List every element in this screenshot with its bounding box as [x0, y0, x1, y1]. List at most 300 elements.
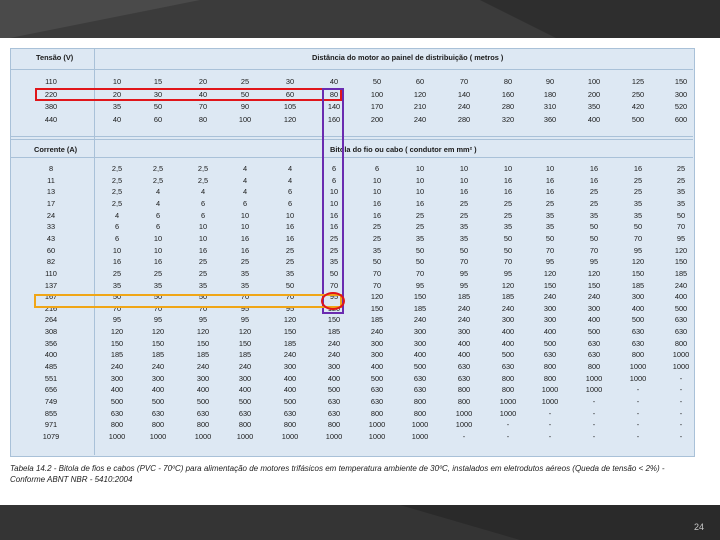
distance-cell: 70 — [459, 77, 469, 86]
gauge-cell: 500 — [110, 397, 124, 406]
gauge-cell: 95 — [240, 315, 250, 325]
current-cell: 8 — [48, 164, 54, 173]
gauge-cell: 25 — [112, 268, 122, 278]
gauge-cell: 300 — [413, 338, 427, 348]
gauge-cell: - — [679, 420, 683, 430]
gauge-cell: 70 — [545, 245, 555, 255]
gauge-cell: 4 — [155, 198, 161, 208]
gauge-cell: 1000 — [541, 385, 559, 395]
gauge-cell: 95 — [633, 245, 643, 255]
distance-cell: 70 — [198, 102, 208, 111]
gauge-cell: 1000 — [585, 373, 603, 383]
gauge-cell: 10 — [459, 175, 469, 185]
gauge-cell: 1000 — [325, 431, 343, 441]
highlight-result-circle — [321, 292, 345, 310]
gauge-cell: 630 — [457, 362, 471, 372]
gauge-cell: 70 — [153, 303, 163, 313]
gauge-cell: 4 — [287, 164, 293, 173]
gauge-cell: 70 — [415, 268, 425, 278]
distance-cell: 310 — [543, 102, 557, 111]
gauge-cell: 35 — [545, 222, 555, 232]
current-cell: 43 — [46, 233, 56, 243]
distance-cell: 60 — [415, 77, 425, 86]
gauge-cell: 1000 — [672, 362, 690, 372]
distance-cell: 90 — [240, 102, 250, 111]
gauge-cell: 800 — [238, 420, 252, 430]
gauge-cell: 1000 — [194, 431, 212, 441]
gauge-cell: 800 — [151, 420, 165, 430]
highlight-220v-row — [35, 88, 342, 101]
distance-cell: 50 — [240, 89, 250, 99]
gauge-cell: 400 — [370, 362, 384, 372]
gauge-cell: 10 — [459, 164, 469, 173]
distance-cell: 15 — [153, 77, 163, 86]
gauge-cell: 50 — [285, 280, 295, 290]
gauge-cell: 630 — [413, 373, 427, 383]
distance-cell: 520 — [674, 102, 688, 111]
gauge-cell: 2,5 — [197, 164, 209, 173]
gauge-cell: 95 — [676, 233, 686, 243]
voltage-cell: 380 — [44, 102, 58, 111]
gauge-cell: 150 — [631, 268, 645, 278]
gauge-cell: 70 — [459, 257, 469, 267]
gauge-header: Bitola do fio ou cabo ( condutor em mm² ) — [330, 145, 477, 154]
gauge-cell: 800 — [283, 420, 297, 430]
gauge-cell: 240 — [674, 280, 688, 290]
gauge-cell: 800 — [370, 408, 384, 418]
current-cell: 33 — [46, 222, 56, 232]
gauge-cell: 120 — [110, 327, 124, 337]
distance-cell: 50 — [372, 77, 382, 86]
gauge-cell: 25 — [633, 187, 643, 197]
distance-cell: 360 — [543, 114, 557, 124]
gauge-cell: 10 — [240, 210, 250, 220]
gauge-cell: 35 — [240, 268, 250, 278]
gauge-cell: 70 — [112, 303, 122, 313]
gauge-cell: 50 — [545, 233, 555, 243]
gauge-cell: 50 — [503, 245, 513, 255]
gauge-cell: 35 — [415, 233, 425, 243]
gauge-cell: 35 — [153, 280, 163, 290]
gauge-cell: 300 — [501, 315, 515, 325]
distance-cell: 35 — [112, 102, 122, 111]
distance-cell: 80 — [329, 89, 339, 99]
distance-cell: 250 — [631, 89, 645, 99]
gauge-cell: 6 — [242, 198, 248, 208]
gauge-cell: 2,5 — [111, 175, 123, 185]
distance-cell: 100 — [587, 77, 601, 86]
gauge-cell: 630 — [327, 408, 341, 418]
current-cell: 308 — [44, 327, 58, 337]
gauge-cell: 120 — [238, 327, 252, 337]
gauge-cell: 50 — [589, 222, 599, 232]
gauge-cell: 120 — [501, 280, 515, 290]
gauge-cell: 16 — [589, 164, 599, 173]
distance-cell: 10 — [112, 77, 122, 86]
gauge-cell: 500 — [370, 373, 384, 383]
voltage-header: Tensão (V) — [36, 53, 74, 62]
gauge-cell: - — [548, 408, 552, 418]
gauge-cell: 16 — [545, 175, 555, 185]
table-caption: Tabela 14.2 - Bitola de fios e cabos (PVC - 70ºC) para alimentação de motores trifásicos em temperatura ambiente de 30ºC, instalados em eletrodutos aéreos (Queda de tensão < 2%) - Conforme ABNT NBR - 5410:2004 — [10, 464, 665, 484]
current-cell: 216 — [44, 303, 58, 313]
gauge-cell: 35 — [676, 198, 686, 208]
gauge-cell: 185 — [327, 327, 341, 337]
gauge-cell: 95 — [153, 315, 163, 325]
gauge-cell: 630 — [110, 408, 124, 418]
current-cell: 356 — [44, 338, 58, 348]
gauge-cell: 70 — [285, 292, 295, 302]
grid-hline — [10, 139, 693, 140]
gauge-cell: 10 — [545, 164, 555, 173]
gauge-cell: 95 — [503, 268, 513, 278]
gauge-cell: - — [636, 431, 640, 441]
gauge-cell: 6 — [287, 198, 293, 208]
gauge-cell: 25 — [676, 175, 686, 185]
gauge-cell: 500 — [196, 397, 210, 406]
gauge-cell: 630 — [196, 408, 210, 418]
gauge-cell: 185 — [370, 315, 384, 325]
gauge-cell: 1000 — [368, 431, 386, 441]
distance-cell: 50 — [153, 102, 163, 111]
gauge-cell: 1000 — [629, 362, 647, 372]
gauge-cell: 4 — [155, 187, 161, 197]
distance-cell: 170 — [370, 102, 384, 111]
current-cell: 400 — [44, 350, 58, 360]
gauge-cell: 25 — [372, 233, 382, 243]
gauge-cell: 95 — [112, 315, 122, 325]
voltage-cell: 110 — [45, 77, 57, 86]
gauge-cell: 800 — [413, 408, 427, 418]
gauge-cell: 800 — [587, 362, 601, 372]
gauge-cell: 400 — [238, 385, 252, 395]
gauge-cell: 630 — [587, 338, 601, 348]
gauge-cell: 1000 — [455, 420, 473, 430]
gauge-cell: 2,5 — [197, 175, 209, 185]
gauge-cell: 400 — [457, 338, 471, 348]
gauge-cell: 10 — [415, 187, 425, 197]
gauge-cell: 6 — [200, 210, 206, 220]
gauge-cell: 95 — [545, 257, 555, 267]
distance-cell: 320 — [501, 114, 515, 124]
gauge-cell: - — [679, 431, 683, 441]
gauge-cell: 4 — [200, 187, 206, 197]
gauge-cell: 50 — [415, 257, 425, 267]
distance-cell: 140 — [457, 89, 471, 99]
gauge-cell: 300 — [413, 327, 427, 337]
gauge-cell: 16 — [633, 164, 643, 173]
grid-hline — [10, 136, 693, 137]
distance-cell: 420 — [631, 102, 645, 111]
gauge-cell: 95 — [459, 280, 469, 290]
gauge-cell: 240 — [457, 303, 471, 313]
gauge-cell: 6 — [331, 164, 337, 173]
gauge-cell: 500 — [631, 315, 645, 325]
gauge-cell: 400 — [501, 338, 515, 348]
gauge-cell: 630 — [370, 397, 384, 406]
gauge-cell: 240 — [283, 350, 297, 360]
gauge-cell: 50 — [329, 268, 339, 278]
current-cell: 11 — [47, 175, 55, 185]
gauge-cell: 300 — [370, 350, 384, 360]
current-cell: 24 — [46, 210, 56, 220]
distance-cell: 180 — [543, 89, 557, 99]
gauge-cell: 25 — [676, 164, 686, 173]
gauge-cell: 800 — [631, 350, 645, 360]
gauge-cell: 185 — [110, 350, 124, 360]
gauge-cell: 16 — [112, 257, 122, 267]
gauge-cell: 500 — [587, 327, 601, 337]
gauge-cell: 50 — [459, 245, 469, 255]
gauge-cell: 120 — [674, 245, 688, 255]
distance-cell: 40 — [198, 89, 208, 99]
gauge-cell: - — [506, 420, 510, 430]
gauge-cell: 25 — [545, 198, 555, 208]
current-header: Corrente (A) — [34, 145, 78, 154]
current-cell: 749 — [44, 397, 58, 406]
gauge-cell: 300 — [238, 373, 252, 383]
gauge-cell: 800 — [327, 420, 341, 430]
gauge-cell: 400 — [283, 385, 297, 395]
gauge-cell: - — [548, 431, 552, 441]
gauge-cell: 500 — [543, 338, 557, 348]
gauge-cell: 25 — [503, 210, 513, 220]
gauge-cell: 800 — [543, 362, 557, 372]
gauge-cell: 800 — [674, 338, 688, 348]
gauge-cell: 70 — [503, 257, 513, 267]
gauge-cell: 240 — [196, 362, 210, 372]
gauge-cell: 300 — [457, 327, 471, 337]
gauge-cell: 185 — [631, 280, 645, 290]
gauge-cell: 95 — [285, 303, 295, 313]
gauge-cell: 50 — [503, 233, 513, 243]
gauge-cell: 240 — [543, 292, 557, 302]
gauge-cell: 630 — [283, 408, 297, 418]
gauge-cell: 25 — [372, 222, 382, 232]
gauge-cell: 70 — [676, 222, 686, 232]
gauge-cell: 95 — [329, 292, 339, 302]
gauge-cell: 240 — [370, 327, 384, 337]
distance-cell: 25 — [240, 77, 250, 86]
gauge-cell: 300 — [543, 303, 557, 313]
gauge-cell: 185 — [238, 350, 252, 360]
gauge-cell: 10 — [372, 175, 382, 185]
gauge-cell: 95 — [589, 257, 599, 267]
gauge-cell: 50 — [372, 257, 382, 267]
gauge-cell: 16 — [285, 222, 295, 232]
gauge-cell: 25 — [240, 257, 250, 267]
gauge-cell: 70 — [372, 280, 382, 290]
gauge-cell: 300 — [631, 292, 645, 302]
gauge-cell: 95 — [459, 268, 469, 278]
gauge-cell: - — [679, 397, 683, 406]
gauge-cell: - — [679, 373, 683, 383]
gauge-cell: 16 — [285, 233, 295, 243]
gauge-cell: 25 — [198, 257, 208, 267]
current-cell: 13 — [46, 187, 56, 197]
distance-cell: 400 — [587, 114, 601, 124]
gauge-cell: 800 — [457, 397, 471, 406]
gauge-cell: 300 — [151, 373, 165, 383]
distance-cell: 210 — [413, 102, 427, 111]
gauge-cell: 6 — [200, 198, 206, 208]
gauge-cell: 35 — [198, 280, 208, 290]
gauge-cell: 400 — [543, 327, 557, 337]
gauge-cell: 400 — [110, 385, 124, 395]
distance-cell: 300 — [674, 89, 688, 99]
current-cell: 855 — [44, 408, 58, 418]
gauge-cell: 400 — [674, 292, 688, 302]
gauge-cell: 4 — [287, 175, 293, 185]
gauge-cell: 50 — [415, 245, 425, 255]
distance-cell: 80 — [198, 114, 208, 124]
gauge-cell: - — [636, 385, 640, 395]
gauge-cell: 70 — [240, 292, 250, 302]
distance-cell: 30 — [153, 89, 163, 99]
distance-cell: 240 — [457, 102, 471, 111]
distance-cell: 100 — [238, 114, 252, 124]
gauge-cell: 400 — [457, 350, 471, 360]
gauge-cell: 2,5 — [152, 164, 164, 173]
gauge-cell: - — [636, 420, 640, 430]
gauge-cell: 185 — [674, 268, 688, 278]
gauge-cell: 25 — [198, 268, 208, 278]
distance-cell: 100 — [370, 89, 384, 99]
gauge-cell: 630 — [370, 385, 384, 395]
distance-cell: 200 — [370, 114, 384, 124]
distance-cell: 240 — [413, 114, 427, 124]
gauge-cell: 500 — [501, 350, 515, 360]
gauge-cell: 2,5 — [111, 198, 123, 208]
gauge-cell: 50 — [112, 292, 122, 302]
gauge-cell: 120 — [283, 315, 297, 325]
gauge-cell: 630 — [413, 385, 427, 395]
gauge-cell: 1000 — [411, 431, 429, 441]
gauge-cell: 25 — [459, 198, 469, 208]
gauge-cell: - — [679, 408, 683, 418]
gauge-cell: 150 — [587, 280, 601, 290]
gauge-cell: 10 — [240, 222, 250, 232]
gauge-cell: - — [636, 397, 640, 406]
gauge-cell: 800 — [110, 420, 124, 430]
gauge-cell: 25 — [503, 198, 513, 208]
gauge-cell: 630 — [674, 327, 688, 337]
gauge-cell: 35 — [372, 245, 382, 255]
gauge-cell: 630 — [151, 408, 165, 418]
distance-cell: 125 — [631, 77, 645, 86]
gauge-cell: 240 — [413, 315, 427, 325]
gauge-cell: 4 — [242, 187, 248, 197]
current-cell: 110 — [45, 268, 57, 278]
voltage-cell: 220 — [44, 89, 58, 99]
gauge-cell: 1000 — [499, 397, 517, 406]
gauge-cell: 240 — [110, 362, 124, 372]
gauge-cell: - — [636, 408, 640, 418]
gauge-cell: 10 — [415, 164, 425, 173]
distance-cell: 350 — [587, 102, 601, 111]
gauge-cell: 10 — [153, 245, 163, 255]
gauge-cell: 800 — [457, 385, 471, 395]
gauge-cell: 630 — [674, 315, 688, 325]
gauge-cell: 25 — [459, 210, 469, 220]
gauge-cell: 4 — [114, 210, 120, 220]
gauge-cell: 500 — [413, 362, 427, 372]
gauge-cell: 10 — [198, 222, 208, 232]
distance-cell: 30 — [285, 77, 295, 86]
gauge-cell: 800 — [501, 385, 515, 395]
current-cell: 264 — [44, 315, 58, 325]
distance-cell: 280 — [457, 114, 471, 124]
gauge-cell: - — [462, 431, 466, 441]
gauge-cell: 35 — [240, 280, 250, 290]
gauge-cell: 150 — [151, 338, 165, 348]
current-cell: 17 — [46, 198, 56, 208]
gauge-cell: 35 — [503, 222, 513, 232]
grid-hline — [10, 157, 693, 158]
gauge-cell: 16 — [459, 187, 469, 197]
gauge-cell: 10 — [285, 210, 295, 220]
distance-header: Distância do motor ao painel de distribuição ( metros ) — [312, 53, 504, 62]
gauge-cell: 630 — [543, 350, 557, 360]
gauge-cell: 300 — [196, 373, 210, 383]
gauge-cell: 1000 — [585, 385, 603, 395]
gauge-cell: 25 — [329, 245, 339, 255]
current-cell: 1079 — [42, 431, 60, 441]
gauge-cell: 400 — [631, 303, 645, 313]
gauge-cell: 150 — [674, 257, 688, 267]
page-number: 24 — [693, 522, 704, 532]
gauge-cell: 35 — [676, 187, 686, 197]
gauge-cell: 50 — [676, 210, 686, 220]
gauge-cell: 95 — [198, 315, 208, 325]
gauge-cell: 6 — [374, 164, 380, 173]
gauge-cell: 400 — [151, 385, 165, 395]
gauge-cell: 16 — [589, 175, 599, 185]
gauge-cell: 4 — [242, 164, 248, 173]
gauge-cell: 400 — [196, 385, 210, 395]
gauge-cell: 70 — [589, 245, 599, 255]
gauge-cell: 10 — [372, 187, 382, 197]
gauge-cell: - — [592, 420, 596, 430]
gauge-cell: 16 — [198, 245, 208, 255]
distance-cell: 160 — [327, 114, 341, 124]
gauge-cell: 50 — [153, 292, 163, 302]
gauge-cell: - — [679, 385, 683, 395]
gauge-cell: 25 — [153, 268, 163, 278]
distance-cell: 105 — [283, 102, 297, 111]
gauge-cell: 25 — [285, 245, 295, 255]
gauge-cell: 240 — [587, 292, 601, 302]
distance-cell: 40 — [112, 114, 122, 124]
gauge-cell: 120 — [543, 268, 557, 278]
gauge-cell: 300 — [110, 373, 124, 383]
gauge-cell: 120 — [370, 292, 384, 302]
gauge-cell: 6 — [114, 222, 120, 232]
gauge-cell: 35 — [112, 280, 122, 290]
gauge-cell: 1000 — [499, 408, 517, 418]
gauge-cell: 6 — [155, 222, 161, 232]
gauge-cell: 6 — [287, 187, 293, 197]
gauge-cell: 16 — [240, 245, 250, 255]
gauge-cell: 400 — [587, 315, 601, 325]
current-cell: 60 — [46, 245, 56, 255]
gauge-cell: 400 — [413, 350, 427, 360]
distance-cell: 200 — [587, 89, 601, 99]
gauge-cell: 16 — [503, 187, 513, 197]
gauge-cell: 630 — [631, 327, 645, 337]
gauge-cell: 35 — [545, 210, 555, 220]
gauge-cell: 35 — [633, 198, 643, 208]
